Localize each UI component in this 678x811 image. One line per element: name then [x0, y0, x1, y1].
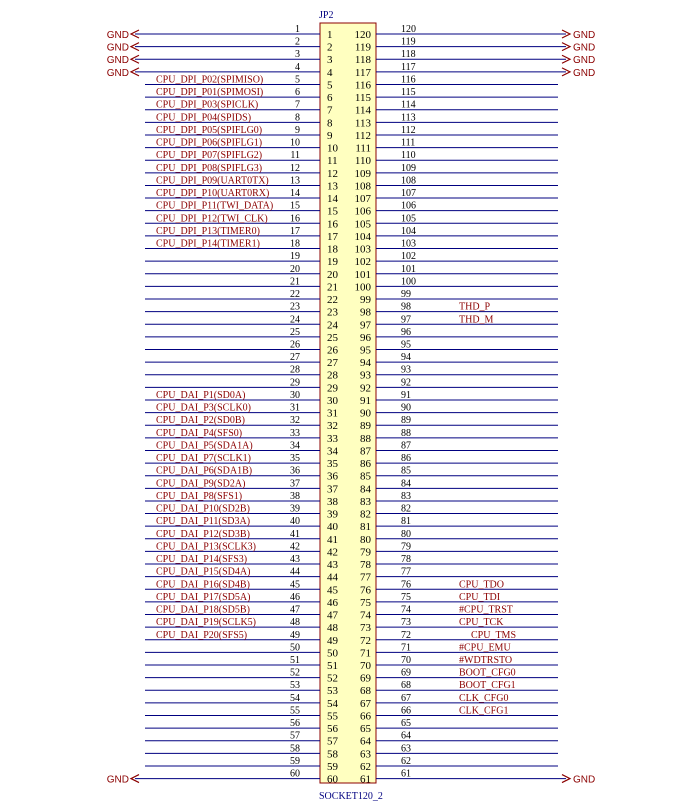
right-pin-number: 77 [401, 566, 411, 578]
ground-label: GND [106, 42, 129, 54]
left-pin-number: 9 [295, 124, 300, 136]
left-pin-number: 49 [290, 629, 300, 641]
left-inner-pin-number: 51 [327, 660, 338, 672]
left-inner-pin-number: 58 [327, 748, 338, 761]
left-net-label: CPU_DAI_P14(SFS3) [156, 554, 248, 566]
right-inner-pin-number: 73 [360, 622, 371, 635]
left-inner-pin-number: 10 [327, 142, 338, 155]
left-pin-number: 32 [290, 415, 300, 427]
right-net-label: #CPU_TRST [459, 604, 513, 616]
right-pin-number: 72 [401, 629, 411, 641]
right-pin-number: 70 [401, 655, 411, 666]
left-inner-pin-number: 25 [327, 331, 338, 344]
left-pin-number: 48 [290, 617, 300, 629]
left-pin-number: 21 [290, 276, 300, 288]
left-inner-pin-number: 27 [327, 357, 338, 370]
right-inner-pin-number: 89 [360, 420, 371, 433]
left-pin-number: 1 [295, 24, 300, 35]
ground-label: GND [106, 774, 129, 786]
right-pin-number: 81 [401, 516, 411, 528]
left-inner-pin-number: 55 [327, 710, 338, 723]
left-pin-number: 29 [290, 377, 300, 389]
right-pin-number: 71 [401, 642, 411, 654]
right-inner-pin-number: 88 [360, 432, 371, 445]
left-pin-number: 27 [290, 352, 300, 364]
right-inner-pin-number: 114 [354, 104, 371, 117]
right-inner-pin-number: 103 [354, 243, 371, 256]
right-pin-number: 91 [401, 389, 411, 401]
left-net-label: CPU_DAI_P3(SCLK0) [156, 402, 252, 414]
left-pin-number: 45 [290, 579, 300, 591]
right-net-label: CLK_CFG0 [459, 692, 509, 704]
right-inner-pin-number: 72 [360, 634, 371, 647]
left-inner-pin-number: 22 [327, 294, 338, 307]
right-inner-pin-number: 75 [360, 596, 371, 609]
left-pin-number: 40 [290, 516, 300, 528]
left-inner-pin-number: 1 [327, 29, 333, 41]
left-pin-number: 52 [290, 667, 300, 679]
left-inner-pin-number: 5 [327, 79, 333, 92]
right-pin-number: 102 [401, 251, 416, 263]
left-inner-pin-number: 9 [327, 129, 333, 142]
right-pin-number: 93 [401, 364, 411, 376]
left-net-label: CPU_DPI_P08(SPIFLG3) [156, 162, 263, 174]
right-pin-number: 67 [401, 692, 411, 704]
left-inner-pin-number: 11 [327, 155, 338, 168]
left-pin-number: 58 [290, 743, 300, 755]
left-inner-pin-number: 8 [327, 117, 333, 130]
right-net-label: CLK_CFG1 [459, 705, 509, 717]
left-pin-number: 41 [290, 528, 300, 540]
right-pin-number: 103 [401, 238, 416, 250]
left-pin-number: 53 [290, 680, 300, 692]
left-net-label: CPU_DAI_P15(SD4A) [156, 566, 251, 578]
left-pin-number: 39 [290, 503, 300, 515]
left-net-label: CPU_DAI_P18(SD5B) [156, 604, 250, 616]
left-pin-number: 43 [290, 554, 300, 566]
left-pin-number: 8 [295, 112, 300, 124]
left-inner-pin-number: 43 [327, 559, 338, 572]
right-pin-number: 100 [401, 276, 416, 288]
right-pin-number: 76 [401, 579, 411, 591]
left-inner-pin-number: 14 [327, 193, 338, 206]
right-net-label: #CPU_EMU [459, 642, 511, 654]
right-inner-pin-number: 84 [360, 483, 371, 496]
left-net-label: CPU_DAI_P20(SFS5) [156, 629, 248, 641]
right-inner-pin-number: 118 [354, 54, 371, 67]
right-inner-pin-number: 85 [360, 470, 371, 483]
right-pin-number: 89 [401, 415, 411, 427]
right-inner-pin-number: 64 [360, 735, 371, 748]
right-inner-pin-number: 78 [360, 559, 371, 572]
right-inner-pin-number: 87 [360, 445, 371, 458]
left-inner-pin-number: 21 [327, 281, 338, 294]
left-net-label: CPU_DAI_P11(SD3A) [156, 516, 251, 528]
right-pin-number: 111 [401, 137, 416, 149]
right-pin-number: 88 [401, 427, 411, 439]
ground-label: GND [106, 67, 129, 79]
left-pin-number: 34 [290, 440, 300, 452]
right-inner-pin-number: 79 [360, 546, 371, 559]
left-pin-number: 24 [290, 314, 300, 326]
left-inner-pin-number: 15 [327, 205, 338, 218]
left-inner-pin-number: 57 [327, 735, 338, 748]
right-inner-pin-number: 107 [354, 193, 371, 206]
left-inner-pin-number: 53 [327, 685, 338, 698]
right-pin-number: 75 [401, 591, 411, 603]
left-pin-number: 26 [290, 339, 300, 351]
right-net-label: CPU_TDO [459, 579, 505, 591]
left-net-label: CPU_DPI_P11(TWI_DATA) [156, 200, 274, 212]
right-pin-number: 101 [401, 263, 416, 275]
left-pin-number: 60 [290, 768, 300, 780]
right-inner-pin-number: 62 [360, 760, 371, 773]
right-pin-number: 96 [401, 326, 411, 338]
ground-label: GND [573, 42, 596, 54]
right-pin-number: 87 [401, 440, 411, 452]
ground-label: GND [573, 30, 596, 41]
left-pin-number: 17 [290, 225, 300, 237]
right-inner-pin-number: 109 [354, 167, 371, 180]
right-net-label: BOOT_CFG1 [459, 680, 516, 692]
left-inner-pin-number: 24 [327, 319, 338, 332]
left-pin-number: 25 [290, 326, 300, 338]
right-pin-number: 112 [401, 124, 416, 136]
right-inner-pin-number: 69 [360, 672, 371, 685]
right-pin-number: 104 [401, 225, 416, 237]
right-pin-number: 68 [401, 680, 411, 692]
right-pin-number: 82 [401, 503, 411, 515]
right-pin-number: 119 [401, 36, 416, 48]
right-pin-number: 78 [401, 554, 411, 566]
left-pin-number: 50 [290, 642, 300, 654]
left-net-label: CPU_DAI_P6(SDA1B) [156, 465, 253, 477]
right-inner-pin-number: 108 [354, 180, 371, 193]
left-inner-pin-number: 42 [327, 546, 338, 559]
left-inner-pin-number: 49 [327, 634, 338, 647]
left-net-label: CPU_DAI_P19(SCLK5) [156, 617, 257, 629]
right-net-label: CPU_TDI [459, 591, 501, 603]
left-inner-pin-number: 28 [327, 369, 338, 382]
left-pin-number: 20 [290, 263, 300, 275]
right-inner-pin-number: 111 [355, 142, 371, 155]
right-pin-number: 62 [401, 755, 411, 767]
right-inner-pin-number: 95 [360, 344, 371, 357]
right-inner-pin-number: 61 [360, 773, 371, 786]
right-pin-number: 64 [401, 730, 411, 742]
right-pin-number: 83 [401, 490, 411, 502]
right-inner-pin-number: 102 [354, 256, 371, 269]
left-pin-number: 16 [290, 213, 300, 225]
left-pin-number: 10 [290, 137, 300, 149]
left-inner-pin-number: 47 [327, 609, 338, 622]
right-inner-pin-number: 77 [360, 571, 371, 584]
left-inner-pin-number: 18 [327, 243, 338, 256]
left-net-label: CPU_DPI_P03(SPICLK) [156, 99, 259, 111]
left-inner-pin-number: 26 [327, 344, 338, 357]
left-net-label: CPU_DAI_P16(SD4B) [156, 579, 250, 591]
left-inner-pin-number: 17 [327, 230, 338, 243]
left-pin-number: 2 [295, 36, 300, 48]
left-net-label: CPU_DPI_P13(TIMER0) [156, 225, 260, 237]
left-inner-pin-number: 45 [327, 584, 338, 597]
left-pin-number: 12 [290, 162, 300, 174]
left-inner-pin-number: 19 [327, 256, 338, 269]
ground-label: GND [573, 67, 596, 79]
left-net-label: CPU_DAI_P1(SD0A) [156, 389, 246, 401]
left-inner-pin-number: 16 [327, 218, 338, 231]
right-net-label: THD_P [459, 301, 491, 313]
left-inner-pin-number: 2 [327, 41, 333, 54]
left-inner-pin-number: 23 [327, 306, 338, 319]
left-pin-number: 55 [290, 705, 300, 717]
left-inner-pin-number: 36 [327, 470, 338, 483]
right-pin-number: 84 [401, 478, 411, 490]
left-inner-pin-number: 60 [327, 773, 338, 786]
right-pin-number: 90 [401, 402, 411, 414]
right-pin-number: 116 [401, 74, 416, 86]
right-pin-number: 69 [401, 667, 411, 679]
ground-label: GND [573, 55, 596, 67]
ground-label: GND [573, 774, 596, 786]
right-inner-pin-number: 104 [354, 230, 371, 243]
left-pin-number: 14 [290, 188, 300, 200]
right-inner-pin-number: 83 [360, 495, 371, 508]
left-net-label: CPU_DAI_P7(SCLK1) [156, 453, 252, 465]
left-inner-pin-number: 48 [327, 622, 338, 635]
right-inner-pin-number: 101 [354, 268, 371, 281]
left-inner-pin-number: 59 [327, 760, 338, 773]
right-pin-number: 92 [401, 377, 411, 389]
left-net-label: CPU_DAI_P10(SD2B) [156, 503, 250, 515]
right-inner-pin-number: 99 [360, 294, 371, 307]
right-pin-number: 109 [401, 162, 416, 174]
left-net-label: CPU_DPI_P12(TWI_CLK) [156, 213, 268, 225]
right-inner-pin-number: 98 [360, 306, 371, 319]
left-inner-pin-number: 50 [327, 647, 338, 660]
right-pin-number: 94 [401, 352, 411, 364]
left-net-label: CPU_DAI_P2(SD0B) [156, 415, 245, 427]
left-pin-number: 3 [295, 49, 300, 61]
left-net-label: CPU_DAI_P9(SD2A) [156, 478, 246, 490]
left-net-label: CPU_DPI_P10(UART0RX) [156, 188, 270, 200]
right-inner-pin-number: 63 [360, 748, 371, 761]
left-pin-number: 44 [290, 566, 300, 578]
right-inner-pin-number: 93 [360, 369, 371, 382]
left-inner-pin-number: 40 [327, 521, 338, 534]
left-pin-number: 18 [290, 238, 300, 250]
right-inner-pin-number: 100 [354, 281, 371, 294]
left-net-label: CPU_DAI_P4(SFS0) [156, 427, 243, 439]
right-pin-number: 106 [401, 200, 416, 212]
right-pin-number: 65 [401, 718, 411, 730]
left-pin-number: 4 [295, 61, 300, 73]
left-pin-number: 59 [290, 755, 300, 767]
right-pin-number: 105 [401, 213, 416, 225]
right-pin-number: 97 [401, 314, 411, 326]
right-inner-pin-number: 115 [354, 92, 371, 105]
right-pin-number: 95 [401, 339, 411, 351]
left-inner-pin-number: 33 [327, 432, 338, 445]
right-inner-pin-number: 82 [360, 508, 371, 521]
left-pin-number: 56 [290, 718, 300, 730]
right-net-label: THD_M [459, 314, 494, 326]
right-inner-pin-number: 68 [360, 685, 371, 698]
left-inner-pin-number: 12 [327, 167, 338, 180]
left-inner-pin-number: 20 [327, 268, 338, 281]
left-pin-number: 54 [290, 692, 300, 704]
left-inner-pin-number: 46 [327, 596, 338, 609]
right-pin-number: 79 [401, 541, 411, 553]
left-net-label: CPU_DPI_P02(SPIMISO) [156, 74, 264, 86]
left-pin-number: 31 [290, 402, 300, 414]
left-pin-number: 13 [290, 175, 300, 187]
right-pin-number: 63 [401, 743, 411, 755]
right-inner-pin-number: 91 [360, 394, 371, 407]
left-pin-number: 46 [290, 591, 300, 603]
left-inner-pin-number: 4 [327, 66, 333, 79]
left-inner-pin-number: 30 [327, 394, 338, 407]
right-pin-number: 85 [401, 465, 411, 477]
right-pin-number: 98 [401, 301, 411, 313]
left-pin-number: 37 [290, 478, 300, 490]
left-inner-pin-number: 37 [327, 483, 338, 496]
right-inner-pin-number: 74 [360, 609, 371, 622]
left-net-label: CPU_DAI_P12(SD3B) [156, 528, 250, 540]
left-pin-number: 5 [295, 74, 300, 86]
right-pin-number: 110 [401, 150, 416, 162]
left-inner-pin-number: 44 [327, 571, 338, 584]
right-pin-number: 113 [401, 112, 416, 124]
ground-label: GND [106, 55, 129, 67]
right-pin-number: 115 [401, 87, 416, 99]
left-pin-number: 23 [290, 301, 300, 313]
right-inner-pin-number: 67 [360, 697, 371, 710]
left-net-label: CPU_DPI_P07(SPIFLG2) [156, 150, 263, 162]
left-net-label: CPU_DPI_P04(SPIDS) [156, 112, 252, 124]
left-net-label: CPU_DAI_P8(SFS1) [156, 490, 243, 502]
left-inner-pin-number: 7 [327, 104, 333, 117]
right-inner-pin-number: 92 [360, 382, 371, 395]
right-inner-pin-number: 106 [354, 205, 371, 218]
right-pin-number: 117 [401, 61, 416, 73]
right-inner-pin-number: 113 [354, 117, 371, 130]
right-inner-pin-number: 94 [360, 357, 371, 370]
right-inner-pin-number: 105 [354, 218, 371, 231]
left-inner-pin-number: 6 [327, 92, 333, 105]
left-pin-number: 36 [290, 465, 300, 477]
right-pin-number: 73 [401, 617, 411, 629]
left-pin-number: 19 [290, 251, 300, 263]
right-pin-number: 61 [401, 768, 411, 780]
right-inner-pin-number: 97 [360, 319, 371, 332]
left-net-label: CPU_DPI_P14(TIMER1) [156, 238, 260, 250]
right-pin-number: 66 [401, 705, 411, 717]
right-inner-pin-number: 66 [360, 710, 371, 723]
left-pin-number: 51 [290, 655, 300, 666]
right-pin-number: 107 [401, 188, 416, 200]
left-pin-number: 22 [290, 289, 300, 301]
left-pin-number: 47 [290, 604, 300, 616]
right-pin-number: 120 [401, 24, 416, 35]
left-inner-pin-number: 38 [327, 495, 338, 508]
left-inner-pin-number: 35 [327, 458, 338, 471]
left-inner-pin-number: 32 [327, 420, 338, 433]
left-pin-number: 11 [290, 150, 300, 162]
right-pin-number: 74 [401, 604, 411, 616]
left-pin-number: 38 [290, 490, 300, 502]
left-pin-number: 57 [290, 730, 300, 742]
right-pin-number: 80 [401, 528, 411, 540]
left-inner-pin-number: 29 [327, 382, 338, 395]
right-inner-pin-number: 112 [354, 129, 371, 142]
left-inner-pin-number: 54 [327, 697, 338, 710]
left-pin-number: 7 [295, 99, 300, 111]
right-net-label: BOOT_CFG0 [459, 667, 516, 679]
left-inner-pin-number: 3 [327, 54, 333, 67]
left-pin-number: 42 [290, 541, 300, 553]
right-net-label: #WDTRSTO [459, 655, 513, 666]
right-inner-pin-number: 110 [354, 155, 371, 168]
left-pin-number: 35 [290, 453, 300, 465]
left-inner-pin-number: 31 [327, 407, 338, 420]
right-pin-number: 118 [401, 49, 416, 61]
left-pin-number: 30 [290, 389, 300, 401]
right-inner-pin-number: 81 [360, 521, 371, 534]
right-inner-pin-number: 86 [360, 458, 371, 471]
left-inner-pin-number: 13 [327, 180, 338, 193]
designator-label: JP2 [319, 10, 334, 21]
left-inner-pin-number: 41 [327, 533, 338, 546]
right-inner-pin-number: 96 [360, 331, 371, 344]
right-inner-pin-number: 116 [354, 79, 371, 92]
left-net-label: CPU_DAI_P17(SD5A) [156, 591, 251, 603]
left-net-label: CPU_DPI_P09(UART0TX) [156, 175, 269, 187]
right-inner-pin-number: 120 [354, 29, 371, 41]
left-net-label: CPU_DPI_P05(SPIFLG0) [156, 124, 263, 136]
part-name-label: SOCKET120_2 [319, 791, 383, 802]
right-inner-pin-number: 119 [354, 41, 371, 54]
left-inner-pin-number: 34 [327, 445, 338, 458]
right-inner-pin-number: 65 [360, 723, 371, 736]
left-pin-number: 6 [295, 87, 300, 99]
right-pin-number: 114 [401, 99, 416, 111]
left-inner-pin-number: 52 [327, 672, 338, 685]
right-inner-pin-number: 71 [360, 647, 371, 660]
ground-label: GND [106, 30, 129, 41]
left-inner-pin-number: 56 [327, 723, 338, 736]
left-net-label: CPU_DPI_P01(SPIMOSI) [156, 87, 264, 99]
right-inner-pin-number: 117 [354, 66, 371, 79]
right-inner-pin-number: 76 [360, 584, 371, 597]
left-pin-number: 28 [290, 364, 300, 376]
left-inner-pin-number: 39 [327, 508, 338, 521]
right-inner-pin-number: 80 [360, 533, 371, 546]
right-inner-pin-number: 70 [360, 660, 371, 672]
right-inner-pin-number: 90 [360, 407, 371, 420]
right-pin-number: 86 [401, 453, 411, 465]
left-net-label: CPU_DAI_P5(SDA1A) [156, 440, 253, 452]
left-net-label: CPU_DPI_P06(SPIFLG1) [156, 137, 263, 149]
left-pin-number: 15 [290, 200, 300, 212]
right-net-label: CPU_TCK [459, 617, 504, 629]
left-net-label: CPU_DAI_P13(SCLK3) [156, 541, 257, 553]
right-pin-number: 108 [401, 175, 416, 187]
right-pin-number: 99 [401, 289, 411, 301]
left-pin-number: 33 [290, 427, 300, 439]
right-net-label: CPU_TMS [471, 629, 517, 641]
